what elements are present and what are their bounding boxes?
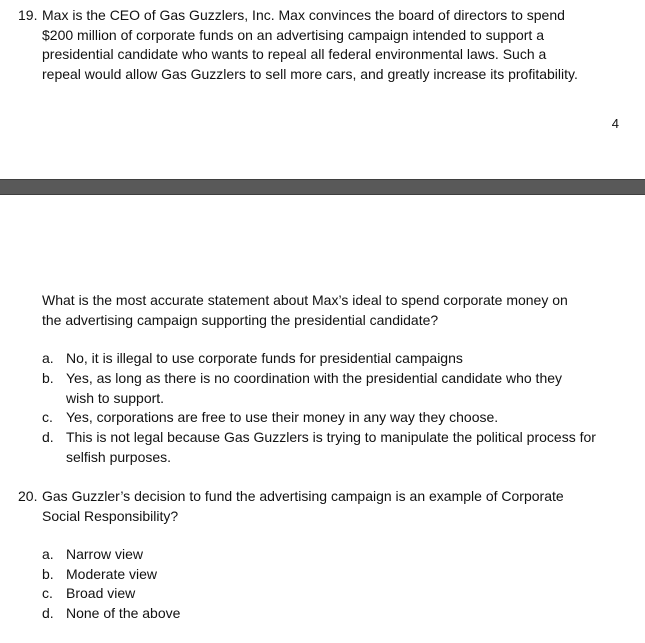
question-20-line: Social Responsibility? — [42, 507, 179, 524]
question-19-line: $200 million of corporate funds on an advertising campaign intended to support a — [42, 26, 544, 43]
option-text: Narrow view — [66, 546, 144, 562]
option-letter: a. — [42, 546, 54, 562]
question-19-line: repeal would allow Gas Guzzlers to sell more cars, and greatly increase its profitability. — [42, 65, 578, 82]
option-text-line: wish to support. — [66, 389, 165, 406]
option-text: None of the above — [66, 605, 181, 621]
question-20-line: Gas Guzzler’s decision to fund the advertising campaign is an example of Corporate — [42, 488, 564, 504]
option-letter: b. — [42, 566, 54, 582]
page-number: 4 — [611, 116, 619, 131]
question-19-text — [42, 6, 578, 84]
option-text — [66, 369, 562, 408]
option-letter: c. — [42, 585, 53, 601]
question-19-line: presidential candidate who wants to repeal all federal environmental laws. Such a — [42, 46, 547, 63]
question-19-prompt-line: What is the most accurate statement about Max’s ideal to spend corporate money on — [42, 292, 568, 308]
option-text-line: selfish purposes. — [66, 448, 172, 465]
option-text: Broad view — [66, 585, 136, 601]
option-letter: d. — [42, 605, 54, 621]
option-letter: a. — [42, 350, 54, 366]
question-19-line: Max is the CEO of Gas Guzzlers, Inc. Max convinces the board of directors to spend — [42, 7, 565, 23]
option-text: Yes, corporations are free to use their money in any way they choose. — [66, 409, 499, 425]
question-20-number: 20. — [18, 488, 38, 504]
question-20-text — [42, 487, 564, 526]
option-text: Moderate view — [66, 566, 158, 582]
option-letter: d. — [42, 429, 54, 445]
option-text: No, it is illegal to use corporate funds for presidential campaigns — [66, 350, 463, 366]
question-19-prompt-line: the advertising campaign supporting the presidential candidate? — [42, 311, 439, 328]
question-19-number: 19. — [18, 7, 38, 23]
page-break-divider — [0, 179, 645, 195]
option-letter: c. — [42, 409, 53, 425]
option-letter: b. — [42, 370, 54, 386]
option-text-line: This is not legal because Gas Guzzlers is trying to manipulate the political process for — [66, 429, 596, 445]
question-19-prompt — [42, 291, 568, 330]
option-text — [66, 428, 596, 467]
option-text-line: Yes, as long as there is no coordination with the presidential candidate who they — [66, 370, 563, 386]
